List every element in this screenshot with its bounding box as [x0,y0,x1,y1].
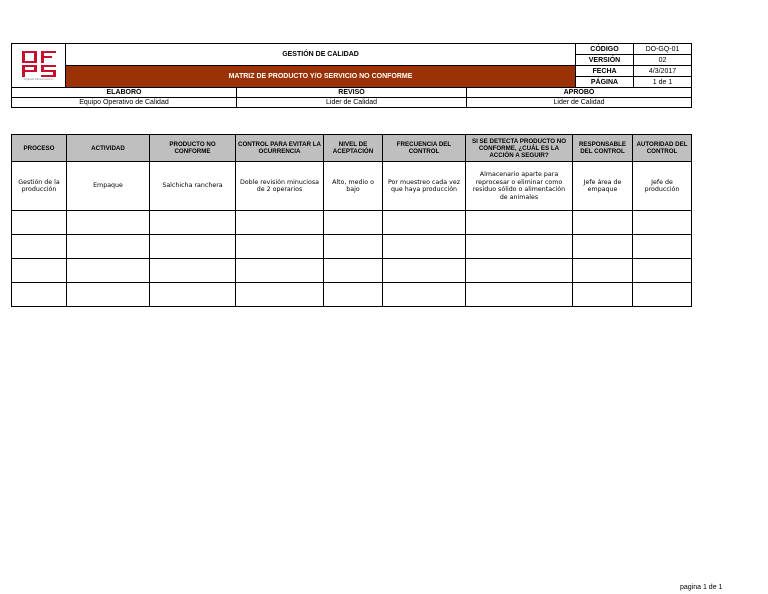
empty-cell [573,235,633,259]
table-cell: Almacenario aparte para reprocesar o eliminar como residuo sólido o alimentación de animales [466,162,573,211]
document-header [11,43,692,108]
document-subtitle: MATRIZ DE PRODUCTO Y/O SERVICIO NO CONFORME [66,66,576,88]
empty-cell [383,235,466,259]
empty-cell [236,235,324,259]
empty-cell [236,283,324,307]
column-header: CONTROL PARA EVITAR LA OCURRENCIA [236,135,324,162]
table-row [12,162,692,211]
empty-cell [12,283,67,307]
empty-row [12,235,692,259]
empty-cell [633,235,692,259]
table-cell: Doble revisión minuciosa de 2 operarios [236,162,324,211]
matrix-header-row [12,135,692,162]
meta-value-codigo: DO-GQ-01 [634,44,692,55]
empty-cell [466,283,573,307]
signature-label-reviso: REVISÓ [237,88,467,98]
empty-cell [383,259,466,283]
table-cell: Jefe de producción [633,162,692,211]
empty-cell [573,211,633,235]
empty-cell [383,211,466,235]
document-title: GESTIÓN DE CALIDAD [66,44,576,66]
empty-cell [150,235,236,259]
empty-cell [12,211,67,235]
column-header: FRECUENCIA DEL CONTROL [383,135,466,162]
empty-cell [466,259,573,283]
meta-label-pagina: PÁGINA [576,77,634,88]
empty-cell [150,283,236,307]
empty-cell [150,211,236,235]
empty-cell [67,283,150,307]
table-cell: Alto, medio o bajo [324,162,383,211]
empty-cell [324,259,383,283]
empty-cell [383,283,466,307]
empty-cell [67,235,150,259]
empty-row [12,211,692,235]
column-header: PROCESO [12,135,67,162]
empty-row [12,283,692,307]
empty-cell [324,235,383,259]
table-cell: Empaque [67,162,150,211]
signature-label-aprobo: APROBÓ [467,88,692,98]
meta-label-codigo: CÓDIGO [576,44,634,55]
meta-label-version: VERSIÓN [576,55,634,66]
meta-value-pagina: 1 de 1 [634,77,692,88]
empty-cell [633,259,692,283]
signature-value-elaboro: Equipo Operativo de Calidad [12,98,237,108]
empty-cell [633,283,692,307]
logo-caption: Vigilada Mineducación [23,77,54,81]
column-header: RESPONSABLE DEL CONTROL [573,135,633,162]
table-cell: Salchicha ranchera [150,162,236,211]
empty-cell [67,259,150,283]
table-cell: Gestión de la producción [12,162,67,211]
empty-cell [324,211,383,235]
signature-value-reviso: Lider de Calidad [237,98,467,108]
nonconforming-product-matrix [11,134,692,307]
empty-cell [12,259,67,283]
empty-row [12,259,692,283]
signature-label-elaboro: ELABORÓ [12,88,237,98]
empty-cell [236,259,324,283]
ufps-logo [20,51,58,77]
column-header: ACTIVIDAD [67,135,150,162]
signature-value-aprobo: Lider de Calidad [467,98,692,108]
column-header: AUTORIDAD DEL CONTROL [633,135,692,162]
empty-cell [12,235,67,259]
page-footer: pagina 1 de 1 [680,584,723,591]
empty-cell [150,259,236,283]
empty-cell [573,283,633,307]
empty-cell [573,259,633,283]
column-header: SI SE DETECTA PRODUCTO NO CONFORME, ¿CUÁL ES LA ACCIÓN A SEGUIR? [466,135,573,162]
empty-cell [67,211,150,235]
column-header: NIVEL DE ACEPTACIÓN [324,135,383,162]
table-cell: Jefe área de empaque [573,162,633,211]
empty-cell [633,211,692,235]
empty-cell [236,211,324,235]
empty-cell [466,211,573,235]
meta-label-fecha: FECHA [576,66,634,77]
logo-cell [12,44,66,88]
empty-cell [466,235,573,259]
table-cell: Por muestreo cada vez que haya producción [383,162,466,211]
empty-cell [324,283,383,307]
meta-value-version: 02 [634,55,692,66]
column-header: PRODUCTO NO CONFORME [150,135,236,162]
meta-value-fecha: 4/3/2017 [634,66,692,77]
